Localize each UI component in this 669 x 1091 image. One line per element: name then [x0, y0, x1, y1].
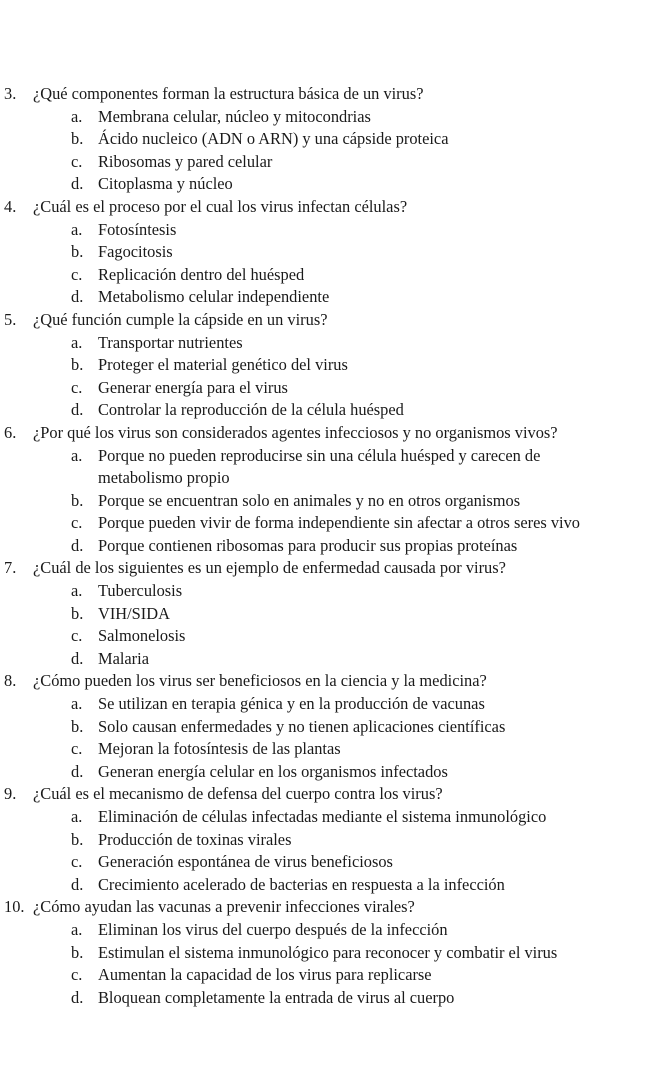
option-letter: c. — [71, 151, 83, 171]
question-line — [0, 783, 669, 806]
option-letter: b. — [71, 603, 84, 623]
answer-option — [0, 874, 669, 897]
question-text: ¿Cómo pueden los virus ser beneficiosos en la ciencia y la medicina? — [33, 671, 487, 691]
question-block — [0, 196, 669, 309]
answer-option — [0, 942, 669, 965]
option-letter: a. — [71, 919, 83, 939]
option-list — [0, 693, 669, 783]
option-text-line: Estimulan el sistema inmunológico para reconocer y combatir el virus — [98, 942, 558, 962]
option-text — [98, 964, 432, 987]
option-text-line: Porque se encuentran solo en animales y no en otros organismos — [98, 490, 521, 510]
answer-option — [0, 264, 669, 287]
option-text-line: Porque no pueden reproducirse sin una célula huésped y carecen de — [98, 445, 541, 465]
option-letter: d. — [71, 987, 84, 1007]
option-letter: c. — [71, 513, 83, 533]
question-line — [0, 670, 669, 693]
option-text — [98, 829, 291, 852]
option-letter: b. — [71, 242, 84, 262]
option-text — [98, 761, 448, 784]
option-list — [0, 580, 669, 670]
option-letter: d. — [71, 400, 84, 420]
answer-option — [0, 851, 669, 874]
option-letter: c. — [71, 739, 83, 759]
option-letter: a. — [71, 694, 83, 714]
option-text-line: Fotosíntesis — [98, 219, 177, 239]
option-text — [98, 241, 173, 264]
option-text — [98, 738, 341, 761]
option-letter: c. — [71, 965, 83, 985]
option-text — [98, 106, 371, 129]
answer-option — [0, 919, 669, 942]
option-letter: d. — [71, 287, 84, 307]
answer-option — [0, 535, 669, 558]
option-letter: d. — [71, 648, 84, 668]
option-letter: a. — [71, 581, 83, 601]
option-text-line: Se utilizan en terapia génica y en la producción de vacunas — [98, 694, 485, 714]
option-text — [98, 693, 485, 716]
answer-option — [0, 806, 669, 829]
option-list — [0, 106, 669, 196]
question-block — [0, 896, 669, 1009]
option-letter: a. — [71, 807, 83, 826]
question-number: 8. — [4, 671, 17, 691]
question-line — [0, 83, 669, 106]
option-letter: d. — [71, 874, 84, 894]
option-letter: a. — [71, 219, 83, 239]
answer-option — [0, 716, 669, 739]
option-text-line: Bloquean completamente la entrada de virus al cuerpo — [98, 987, 455, 1007]
question-line — [0, 196, 669, 219]
answer-option — [0, 286, 669, 309]
answer-option — [0, 354, 669, 377]
question-block — [0, 309, 669, 422]
answer-option — [0, 693, 669, 716]
question-text: ¿Cuál es el mecanismo de defensa del cuerpo contra los virus? — [33, 784, 443, 804]
option-text — [98, 806, 546, 829]
option-text — [98, 942, 557, 965]
answer-option — [0, 241, 669, 264]
answer-option — [0, 445, 669, 490]
option-text — [98, 399, 404, 422]
question-line — [0, 309, 669, 332]
question-text: ¿Qué función cumple la cápside en un virus? — [33, 309, 328, 329]
option-text-line: Replicación dentro del huésped — [98, 264, 305, 284]
option-text-line: Ácido nucleico (ADN o ARN) y una cápside proteica — [98, 129, 449, 149]
answer-option — [0, 219, 669, 242]
question-text: ¿Cuál es el proceso por el cual los virus infectan células? — [33, 196, 408, 216]
option-text-line: Eliminación de células infectadas mediante el sistema inmunológico — [98, 807, 547, 826]
answer-option — [0, 648, 669, 671]
option-text-line: Membrana celular, núcleo y mitocondrias — [98, 106, 371, 126]
option-letter: b. — [71, 829, 84, 849]
option-letter: c. — [71, 852, 83, 872]
option-letter: d. — [71, 761, 84, 781]
option-list — [0, 445, 669, 558]
option-text — [98, 286, 329, 309]
option-text — [98, 919, 448, 942]
answer-option — [0, 332, 669, 355]
answer-option — [0, 377, 669, 400]
question-text: ¿Cómo ayudan las vacunas a prevenir infecciones virales? — [33, 897, 415, 917]
option-text — [98, 625, 185, 648]
answer-option — [0, 603, 669, 626]
answer-option — [0, 151, 669, 174]
answer-option — [0, 987, 669, 1010]
question-block — [0, 83, 669, 196]
answer-option — [0, 580, 669, 603]
answer-option — [0, 738, 669, 761]
option-text — [98, 264, 304, 287]
option-text-line: Ribosomas y pared celular — [98, 151, 273, 171]
question-number: 3. — [4, 84, 17, 103]
option-letter: a. — [71, 445, 83, 465]
option-text — [98, 603, 170, 626]
option-text-line: Porque pueden vivir de forma independiente sin afectar a otros seres vivo — [98, 513, 580, 533]
question-block — [0, 422, 669, 558]
option-text — [98, 535, 517, 558]
option-text-line: Metabolismo celular independiente — [98, 287, 330, 307]
option-letter: c. — [71, 264, 83, 284]
option-text — [98, 445, 540, 490]
option-text — [98, 580, 182, 603]
question-text: ¿Qué componentes forman la estructura básica de un virus? — [33, 84, 424, 103]
question-number: 4. — [4, 196, 17, 216]
question-text: ¿Cuál de los siguientes es un ejemplo de enfermedad causada por virus? — [33, 558, 506, 578]
option-text — [98, 173, 233, 196]
option-text-line: Eliminan los virus del cuerpo después de la infección — [98, 919, 448, 939]
question-block — [0, 670, 669, 783]
answer-option — [0, 128, 669, 151]
answer-option — [0, 761, 669, 784]
option-list — [0, 219, 669, 309]
answer-option — [0, 106, 669, 129]
option-text — [98, 377, 288, 400]
option-letter: c. — [71, 377, 83, 397]
question-list — [0, 83, 669, 1009]
question-number: 5. — [4, 309, 17, 329]
answer-option — [0, 490, 669, 513]
option-text-line: Mejoran la fotosíntesis de las plantas — [98, 739, 341, 759]
option-text-line: Porque contienen ribosomas para producir sus propias proteínas — [98, 535, 518, 555]
question-number: 6. — [4, 422, 17, 442]
option-text-line: Generar energía para el virus — [98, 377, 288, 397]
option-text-line: Crecimiento acelerado de bacterias en respuesta a la infección — [98, 874, 505, 894]
option-letter: d. — [71, 535, 84, 555]
option-letter: c. — [71, 626, 83, 646]
option-letter: a. — [71, 106, 83, 126]
option-text-continuation: metabolismo propio — [98, 468, 230, 488]
option-letter: b. — [71, 355, 84, 375]
option-text-line: Generación espontánea de virus beneficiosos — [98, 852, 393, 872]
option-text-line: Solo causan enfermedades y no tienen aplicaciones científicas — [98, 716, 506, 736]
option-text — [98, 851, 393, 874]
option-list — [0, 332, 669, 422]
question-block — [0, 557, 669, 670]
answer-option — [0, 399, 669, 422]
option-letter: b. — [71, 942, 84, 962]
question-number: 9. — [4, 784, 17, 804]
option-letter: d. — [71, 174, 84, 194]
option-list — [0, 806, 669, 896]
option-text-line: Citoplasma y núcleo — [98, 174, 233, 194]
option-text-line: VIH/SIDA — [98, 603, 170, 623]
question-number: 7. — [4, 558, 17, 578]
option-letter: a. — [71, 332, 83, 352]
question-line — [0, 422, 669, 445]
option-text — [98, 716, 505, 739]
option-text — [98, 151, 272, 174]
answer-option — [0, 625, 669, 648]
option-text-line: Salmonelosis — [98, 626, 186, 646]
option-text — [98, 874, 505, 897]
option-text-line: Producción de toxinas virales — [98, 829, 292, 849]
option-text — [98, 332, 243, 355]
answer-option — [0, 829, 669, 852]
option-text-line: Fagocitosis — [98, 242, 173, 262]
option-text — [98, 512, 580, 535]
question-block — [0, 783, 669, 896]
option-text-line: Transportar nutrientes — [98, 332, 243, 352]
option-text — [98, 490, 520, 513]
option-text — [98, 128, 448, 151]
option-text — [98, 648, 149, 671]
option-text — [98, 219, 176, 242]
question-line — [0, 557, 669, 580]
option-text-line: Controlar la reproducción de la célula huésped — [98, 400, 404, 420]
option-text-line: Proteger el material genético del virus — [98, 355, 348, 375]
question-text: ¿Por qué los virus son considerados agentes infecciosos y no organismos vivos? — [33, 422, 558, 442]
option-text-line: Malaria — [98, 648, 149, 668]
option-letter: b. — [71, 490, 84, 510]
answer-option — [0, 173, 669, 196]
option-list — [0, 919, 669, 1009]
question-number: 10. — [4, 897, 25, 917]
option-text-line: Generan energía celular en los organismos infectados — [98, 761, 448, 781]
option-text-line: Aumentan la capacidad de los virus para replicarse — [98, 965, 432, 985]
option-text — [98, 987, 454, 1010]
option-text — [98, 354, 348, 377]
option-letter: b. — [71, 129, 84, 149]
answer-option — [0, 512, 669, 535]
option-text-line: Tuberculosis — [98, 581, 183, 601]
answer-option — [0, 964, 669, 987]
option-letter: b. — [71, 716, 84, 736]
question-line — [0, 896, 669, 919]
